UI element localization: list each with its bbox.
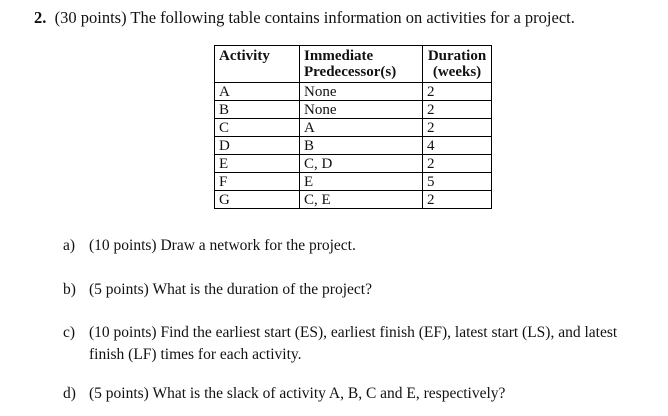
part-a-text: (10 points) Draw a network for the project.: [89, 237, 356, 254]
cell-activity: C: [215, 119, 300, 137]
cell-predecessor: A: [300, 119, 423, 137]
header-predecessor: Immediate Predecessor(s): [300, 46, 423, 83]
part-b-label: b): [63, 281, 76, 298]
cell-duration: 2: [423, 191, 492, 209]
table-row: [215, 83, 492, 101]
part-b: [63, 281, 372, 299]
table-row: [215, 119, 492, 137]
cell-activity: D: [215, 137, 300, 155]
cell-duration: 4: [423, 137, 492, 155]
part-a: [63, 237, 356, 255]
cell-predecessor: B: [300, 137, 423, 155]
cell-activity: B: [215, 101, 300, 119]
table-header-row: [215, 46, 492, 83]
part-b-text: (5 points) What is the duration of the project?: [89, 281, 372, 298]
cell-predecessor: C, D: [300, 155, 423, 173]
cell-duration: 2: [423, 155, 492, 173]
cell-duration: 2: [423, 119, 492, 137]
table-row: [215, 101, 492, 119]
cell-predecessor: E: [300, 173, 423, 191]
part-c-label: c): [63, 324, 76, 341]
cell-predecessor: None: [300, 101, 423, 119]
cell-duration: 2: [423, 101, 492, 119]
cell-activity: G: [215, 191, 300, 209]
cell-activity: E: [215, 155, 300, 173]
cell-activity: F: [215, 173, 300, 191]
part-c-text: (10 points) Find the earliest start (ES), earliest finish (EF), latest start (LS), and latest: [89, 324, 618, 341]
cell-duration: 5: [423, 173, 492, 191]
part-d-text: (5 points) What is the slack of activity A, B, C and E, respectively?: [89, 385, 506, 402]
question-text: (30 points) The following table contains information on activities for a project.: [54, 8, 575, 27]
activity-table: [214, 45, 492, 209]
table-row: [215, 155, 492, 173]
part-d: [63, 385, 505, 403]
cell-predecessor: None: [300, 83, 423, 101]
cell-predecessor: C, E: [300, 191, 423, 209]
part-a-label: a): [63, 237, 76, 254]
part-d-label: d): [63, 385, 76, 402]
part-c-text-continued: finish (LF) times for each activity.: [89, 346, 302, 363]
table-row: [215, 173, 492, 191]
cell-activity: A: [215, 83, 300, 101]
table-row: [215, 137, 492, 155]
question-header: [34, 8, 575, 28]
table-row: [215, 191, 492, 209]
part-c: [63, 322, 617, 366]
header-activity: Activity: [215, 46, 300, 83]
cell-duration: 2: [423, 83, 492, 101]
header-duration: Duration (weeks): [423, 46, 492, 83]
question-number: 2.: [34, 8, 47, 27]
